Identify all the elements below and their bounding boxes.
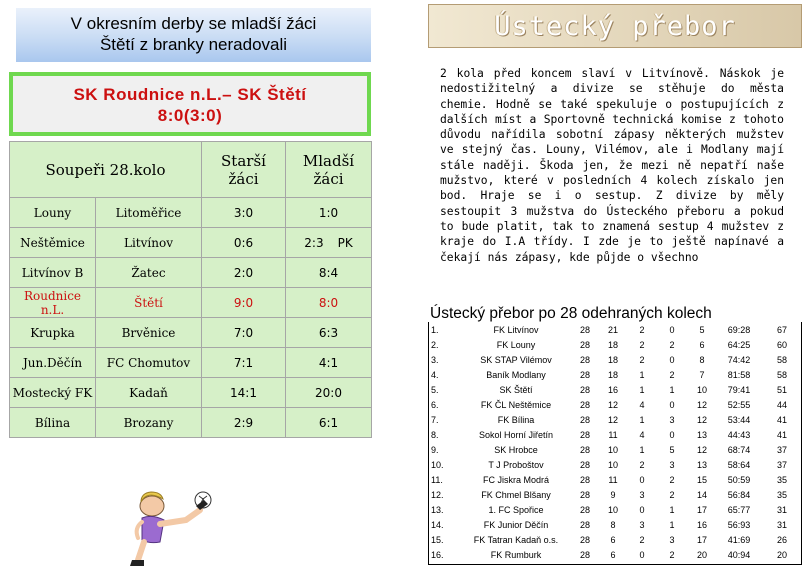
fixture-row bbox=[10, 228, 372, 258]
standings-played: 28 bbox=[579, 429, 590, 440]
standings-team: 1. FC Spořice bbox=[488, 504, 544, 515]
fixture-younger-score bbox=[286, 348, 372, 378]
standings-points: 35 bbox=[776, 474, 787, 485]
fixture-home-team-text: Neštěmice bbox=[20, 235, 85, 250]
standings-rank: 1. bbox=[431, 324, 439, 335]
fixtures-header-row bbox=[10, 142, 372, 198]
standings-played: 28 bbox=[579, 519, 590, 530]
standings-played: 28 bbox=[579, 549, 590, 560]
standings-row bbox=[428, 397, 802, 412]
standings-goals: 50:59 bbox=[727, 474, 751, 485]
standings-row bbox=[428, 322, 802, 337]
standings-title: Ústecký přebor po 28 odehraných kolech bbox=[430, 305, 712, 322]
standings-team: FK Tatran Kadaň o.s. bbox=[473, 534, 559, 545]
fixture-younger-score bbox=[286, 318, 372, 348]
standings-played: 28 bbox=[579, 384, 590, 395]
fixture-younger-score bbox=[286, 198, 372, 228]
standings-goals: 65:77 bbox=[727, 504, 751, 515]
standings-wins: 12 bbox=[607, 399, 618, 410]
standings-points: 20 bbox=[776, 549, 787, 560]
standings-rank: 7. bbox=[431, 414, 439, 425]
fixture-home-team bbox=[10, 198, 96, 228]
standings-played: 28 bbox=[579, 534, 590, 545]
standings-extra: 5 bbox=[699, 324, 705, 335]
standings-wins: 10 bbox=[607, 504, 618, 515]
standings-team: Sokol Horní Jiřetín bbox=[478, 429, 554, 440]
fixture-home-team bbox=[10, 348, 96, 378]
standings-losses: 3 bbox=[669, 459, 675, 470]
standings-row bbox=[428, 532, 802, 547]
standings-row bbox=[428, 382, 802, 397]
standings-played: 28 bbox=[579, 369, 590, 380]
fixture-older-score bbox=[202, 198, 286, 228]
standings-wins: 6 bbox=[610, 534, 616, 545]
standings-losses: 0 bbox=[669, 429, 675, 440]
standings-team: SK Hrobce bbox=[494, 444, 538, 455]
standings-points: 26 bbox=[776, 534, 787, 545]
standings-draws: 0 bbox=[639, 474, 645, 485]
fixture-row bbox=[10, 288, 372, 318]
standings-draws: 2 bbox=[639, 324, 645, 335]
fixture-away-team-text: Kadaň bbox=[129, 385, 168, 400]
fixture-older-score-text: 2:9 bbox=[233, 415, 254, 430]
fixture-older-score-text: 3:0 bbox=[233, 205, 254, 220]
match-result-score: 8:0(3:0) bbox=[157, 106, 223, 125]
fixture-younger-score bbox=[286, 228, 372, 258]
fixture-home-team bbox=[10, 288, 96, 318]
standings-goals: 58:64 bbox=[727, 459, 751, 470]
standings-body bbox=[428, 322, 802, 562]
standings-losses: 5 bbox=[669, 444, 675, 455]
fixture-row bbox=[10, 348, 372, 378]
headline-line1: V okresním derby se mladší žáci bbox=[70, 14, 317, 33]
standings-losses: 0 bbox=[669, 324, 675, 335]
standings-played: 28 bbox=[579, 414, 590, 425]
standings-played: 28 bbox=[579, 489, 590, 500]
standings-extra: 12 bbox=[696, 399, 707, 410]
standings-extra: 17 bbox=[696, 504, 707, 515]
standings-row bbox=[428, 412, 802, 427]
standings-losses: 3 bbox=[669, 414, 675, 425]
standings-wins: 12 bbox=[607, 414, 618, 425]
fixture-younger-score-text: 6:3 bbox=[318, 325, 339, 340]
fixture-home-team-text: Krupka bbox=[30, 325, 75, 340]
fixture-younger-score-text: 2:3 bbox=[304, 235, 324, 250]
fixture-older-score-text: 7:1 bbox=[233, 355, 254, 370]
standings-goals: 52:55 bbox=[727, 399, 751, 410]
standings-goals: 68:74 bbox=[727, 444, 751, 455]
fixture-away-team bbox=[96, 378, 202, 408]
fixture-row bbox=[10, 198, 372, 228]
standings-extra: 17 bbox=[696, 534, 707, 545]
fixture-away-team bbox=[96, 348, 202, 378]
standings-draws: 4 bbox=[639, 399, 645, 410]
fixture-away-team-text: Žatec bbox=[131, 265, 166, 280]
fixture-away-team bbox=[96, 198, 202, 228]
standings-team: FK Litvínov bbox=[493, 324, 539, 335]
headline-line2: Štětí z branky neradovali bbox=[99, 35, 288, 54]
match-result-teams: SK Roudnice n.L.– SK Štětí bbox=[73, 85, 307, 104]
standings-losses: 2 bbox=[669, 369, 675, 380]
standings-row bbox=[428, 487, 802, 502]
section-title: Ústecký přebor bbox=[428, 4, 802, 48]
standings-extra: 8 bbox=[699, 354, 705, 365]
standings-played: 28 bbox=[579, 474, 590, 485]
fixture-younger-score-text: 20:0 bbox=[315, 385, 342, 400]
standings-rank: 13. bbox=[431, 504, 444, 515]
standings-wins: 11 bbox=[608, 429, 618, 440]
fixture-home-team bbox=[10, 258, 96, 288]
fixture-away-team bbox=[96, 408, 202, 438]
standings-points: 51 bbox=[776, 384, 787, 395]
standings-losses: 0 bbox=[669, 399, 675, 410]
football-player-illustration bbox=[130, 488, 230, 568]
fixtures-header-younger: Mladší žáci bbox=[286, 142, 372, 198]
standings-extra: 16 bbox=[696, 519, 707, 530]
fixture-home-team-text: Litvínov B bbox=[21, 265, 84, 280]
standings-rank: 11. bbox=[431, 474, 443, 485]
fixtures-body bbox=[10, 198, 372, 438]
standings-draws: 1 bbox=[639, 369, 645, 380]
standings-row bbox=[428, 427, 802, 442]
standings-played: 28 bbox=[579, 399, 590, 410]
fixture-home-team-text: Jun.Děčín bbox=[22, 355, 83, 370]
standings-draws: 4 bbox=[639, 429, 645, 440]
standings-goals: 81:58 bbox=[727, 369, 751, 380]
standings-points: 37 bbox=[776, 459, 787, 470]
standings-goals: 79:41 bbox=[727, 384, 751, 395]
standings-row bbox=[428, 352, 802, 367]
standings-wins: 18 bbox=[607, 354, 618, 365]
fixture-away-team-text: Litoměřice bbox=[115, 205, 182, 220]
standings-extra: 7 bbox=[699, 369, 705, 380]
standings-goals: 64:25 bbox=[727, 339, 751, 350]
standings-rank: 10. bbox=[431, 459, 444, 470]
standings-wins: 21 bbox=[607, 324, 618, 335]
standings-losses: 3 bbox=[669, 534, 675, 545]
standings-wins: 16 bbox=[607, 384, 618, 395]
standings-draws: 0 bbox=[639, 504, 645, 515]
standings-points: 41 bbox=[776, 429, 787, 440]
fixtures-table bbox=[9, 141, 372, 438]
fixture-row bbox=[10, 318, 372, 348]
fixture-older-score-text: 0:6 bbox=[233, 235, 254, 250]
standings-wins: 11 bbox=[608, 474, 618, 485]
standings-points: 44 bbox=[776, 399, 787, 410]
fixture-away-team bbox=[96, 288, 202, 318]
standings-goals: 53:44 bbox=[727, 414, 751, 425]
standings-losses: 2 bbox=[669, 489, 675, 500]
standings-wins: 18 bbox=[607, 339, 618, 350]
standings-extra: 13 bbox=[696, 459, 707, 470]
fixture-younger-score-text: 8:4 bbox=[318, 265, 339, 280]
standings-team: FC Jiskra Modrá bbox=[482, 474, 549, 485]
standings-extra: 10 bbox=[696, 384, 707, 395]
fixture-away-team-text: FC Chomutov bbox=[106, 355, 191, 370]
standings-points: 58 bbox=[776, 354, 787, 365]
standings-row bbox=[428, 457, 802, 472]
fixture-home-team bbox=[10, 378, 96, 408]
standings-wins: 10 bbox=[607, 459, 618, 470]
standings-team: FK Bílina bbox=[497, 414, 535, 425]
standings-played: 28 bbox=[579, 354, 590, 365]
standings-points: 37 bbox=[776, 444, 787, 455]
fixture-older-score-text: 9:0 bbox=[233, 295, 254, 310]
fixture-home-team-text: Roudnice n.L. bbox=[23, 288, 82, 317]
fixture-row bbox=[10, 408, 372, 438]
fixture-row bbox=[10, 378, 372, 408]
fixture-older-score-text: 2:0 bbox=[233, 265, 254, 280]
fixture-away-team-text: Štětí bbox=[134, 295, 163, 310]
standings-team: SK Štětí bbox=[499, 384, 533, 395]
standings-extra: 15 bbox=[696, 474, 707, 485]
match-result-box bbox=[9, 72, 371, 136]
standings-wins: 10 bbox=[607, 444, 618, 455]
fixture-away-team-text: Brozany bbox=[123, 415, 174, 430]
standings-extra: 12 bbox=[696, 414, 707, 425]
standings-goals: 69:28 bbox=[727, 324, 751, 335]
standings-rank: 6. bbox=[431, 399, 439, 410]
standings-wins: 18 bbox=[607, 369, 618, 380]
standings-losses: 2 bbox=[669, 549, 675, 560]
standings-points: 31 bbox=[776, 519, 787, 530]
standings-extra: 6 bbox=[699, 339, 705, 350]
standings-row bbox=[428, 442, 802, 457]
standings-goals: 56:93 bbox=[727, 519, 751, 530]
fixture-younger-score-text: 4:1 bbox=[318, 355, 339, 370]
fixture-away-team-text: Brvěnice bbox=[121, 325, 176, 340]
standings-losses: 0 bbox=[669, 354, 675, 365]
standings-points: 60 bbox=[776, 339, 787, 350]
fixture-home-team-text: Louny bbox=[33, 205, 72, 220]
standings-points: 58 bbox=[776, 369, 787, 380]
standings-rank: 16. bbox=[431, 549, 444, 560]
standings-rank: 3. bbox=[431, 354, 439, 365]
standings-losses: 1 bbox=[669, 519, 675, 530]
standings-losses: 2 bbox=[669, 474, 675, 485]
fixture-older-score bbox=[202, 378, 286, 408]
fixture-older-score bbox=[202, 288, 286, 318]
fixture-older-score bbox=[202, 348, 286, 378]
standings-rank: 2. bbox=[431, 339, 439, 350]
standings-rank: 4. bbox=[431, 369, 439, 380]
fixture-younger-score-text: 8:0 bbox=[318, 295, 339, 310]
standings-team: Baník Modlany bbox=[486, 369, 546, 380]
fixture-home-team bbox=[10, 228, 96, 258]
standings-losses: 1 bbox=[669, 504, 675, 515]
standings-rank: 12. bbox=[431, 489, 444, 500]
standings-played: 28 bbox=[579, 324, 590, 335]
standings-points: 67 bbox=[776, 324, 787, 335]
standings-rank: 8. bbox=[431, 429, 439, 440]
standings-wins: 9 bbox=[610, 489, 616, 500]
standings-team: FK Rumburk bbox=[490, 549, 542, 560]
standings-rank: 15. bbox=[431, 534, 444, 545]
fixture-older-score bbox=[202, 228, 286, 258]
standings-draws: 1 bbox=[639, 444, 645, 455]
standings-rank: 5. bbox=[431, 384, 439, 395]
standings-points: 31 bbox=[776, 504, 787, 515]
standings-team: FK Chmel Blšany bbox=[481, 489, 551, 500]
standings-team: FK ČL Neštěmice bbox=[480, 399, 552, 410]
standings-draws: 2 bbox=[639, 534, 645, 545]
standings-row bbox=[428, 502, 802, 517]
fixture-younger-score bbox=[286, 288, 372, 318]
fixtures-header-older: Starší žáci bbox=[202, 142, 286, 198]
standings-extra: 12 bbox=[696, 444, 707, 455]
standings-draws: 3 bbox=[639, 519, 645, 530]
standings-row bbox=[428, 547, 802, 562]
standings-extra: 13 bbox=[696, 429, 707, 440]
standings-table bbox=[428, 322, 802, 562]
standings-wins: 6 bbox=[610, 549, 616, 560]
standings-draws: 2 bbox=[639, 339, 645, 350]
standings-played: 28 bbox=[579, 504, 590, 515]
standings-draws: 2 bbox=[639, 354, 645, 365]
fixture-row bbox=[10, 258, 372, 288]
standings-rank: 9. bbox=[431, 444, 439, 455]
standings-goals: 56:84 bbox=[727, 489, 751, 500]
fixture-home-team bbox=[10, 318, 96, 348]
standings-row bbox=[428, 337, 802, 352]
standings-goals: 74:42 bbox=[727, 354, 751, 365]
standings-team: FK Junior Děčín bbox=[483, 519, 549, 530]
standings-played: 28 bbox=[579, 444, 590, 455]
article-text: 2 kola před koncem slaví v Litvínově. Náskok je nedostižitelný a divize se stěhuje do města chemie. Hodně se také spekuluje o postupujících z dalších míst a Sportovně technická komise z tohoto důvodu nařídila sobotní zápasy některých mužstev ve stejný čas. Louny, Vilémov, ale i Modlany mají stále naději. Škoda jen, že mezi ně nepatří naše mužstvo, které v posledních 4 kolech získalo jen bod. Hraje se i o sestup. Z divize by měly sestoupit 3 mužstva do Ústeckého přeboru a pokud to bude platit, tak to znamená sestup 4 mužstev z kraje do I.A třídy. I zde je to ještě napínavé a čekají nás zápasy, kde půjde o všechno bbox=[440, 67, 784, 264]
standings-team: FK Louny bbox=[496, 339, 536, 350]
standings-goals: 41:69 bbox=[727, 534, 751, 545]
fixtures-header-opponents: Soupeři 28.kolo bbox=[10, 142, 202, 198]
fixture-older-score-text: 7:0 bbox=[233, 325, 254, 340]
fixture-younger-score-text: 6:1 bbox=[318, 415, 339, 430]
standings-row bbox=[428, 472, 802, 487]
headline bbox=[16, 8, 371, 62]
fixture-home-team-text: Mostecký FK bbox=[12, 385, 93, 400]
fixture-away-team bbox=[96, 228, 202, 258]
standings-row bbox=[428, 367, 802, 382]
standings-wins: 8 bbox=[610, 519, 616, 530]
standings-goals: 40:94 bbox=[727, 549, 751, 560]
standings-losses: 1 bbox=[669, 384, 675, 395]
standings-played: 28 bbox=[579, 459, 590, 470]
fixture-younger-score bbox=[286, 378, 372, 408]
standings-row bbox=[428, 517, 802, 532]
fixture-younger-score bbox=[286, 258, 372, 288]
fixture-older-score bbox=[202, 258, 286, 288]
standings-draws: 3 bbox=[639, 489, 645, 500]
standings-extra: 20 bbox=[696, 549, 707, 560]
standings-draws: 1 bbox=[639, 384, 645, 395]
standings-extra: 14 bbox=[696, 489, 707, 500]
fixture-older-score-text: 14:1 bbox=[230, 385, 257, 400]
standings-draws: 1 bbox=[639, 414, 645, 425]
fixture-home-team-text: Bílina bbox=[34, 415, 71, 430]
standings-points: 35 bbox=[776, 489, 787, 500]
standings-draws: 2 bbox=[639, 459, 645, 470]
fixture-away-team bbox=[96, 258, 202, 288]
fixture-older-score bbox=[202, 318, 286, 348]
standings-losses: 2 bbox=[669, 339, 675, 350]
standings-goals: 44:43 bbox=[727, 429, 751, 440]
fixture-away-team-text: Litvínov bbox=[124, 235, 173, 250]
standings-played: 28 bbox=[579, 339, 590, 350]
standings-team: SK STAP Vilémov bbox=[480, 354, 552, 365]
standings-team: T J Proboštov bbox=[488, 459, 544, 470]
fixture-away-team bbox=[96, 318, 202, 348]
fixture-younger-score bbox=[286, 408, 372, 438]
fixture-older-score bbox=[202, 408, 286, 438]
fixture-home-team bbox=[10, 408, 96, 438]
fixture-younger-score-text: 1:0 bbox=[318, 205, 339, 220]
standings-rank: 14. bbox=[431, 519, 444, 530]
fixture-note: PK bbox=[337, 235, 353, 250]
standings-points: 41 bbox=[776, 414, 787, 425]
standings-draws: 0 bbox=[639, 549, 645, 560]
